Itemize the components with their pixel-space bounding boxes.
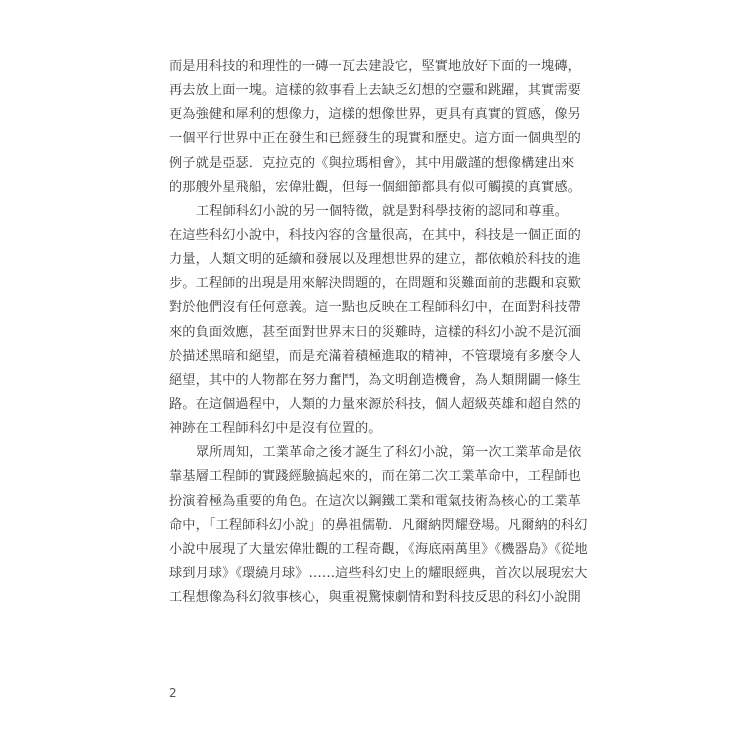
text-line: 在這些科幻小說中，科技內容的含量很高，在其中，科技是一個正面的 bbox=[169, 227, 581, 243]
text-line: 眾所周知，工業革命之後才誕生了科幻小說，第一次工業革命是依 bbox=[196, 445, 582, 461]
text-line: 神跡在工程師科幻中是沒有位置的。 bbox=[169, 421, 382, 437]
text-line: 例子就是亞瑟．克拉克的《與拉瑪相會》，其中用嚴謹的想像構建出來 bbox=[169, 155, 575, 171]
text-line: 的那艘外星飛船，宏偉壯觀，但每一個細節都具有似可觸摸的真實感。 bbox=[169, 179, 581, 195]
text-line: 對於他們沒有任何意義。這一點也反映在工程師科幻中，在面對科技帶 bbox=[169, 300, 581, 316]
text-line: 再去放上面一塊。這樣的敘事看上去缺乏幻想的空靈和跳躍，其實需要 bbox=[169, 83, 581, 99]
text-line: 步。工程師的出現是用來解決問題的，在問題和災難面前的悲觀和哀歎 bbox=[169, 276, 581, 292]
text-line: 絕望，其中的人物都在努力奮鬥，為文明創造機會，為人類開闢一條生 bbox=[169, 372, 581, 388]
text-line: 命中，「工程師科幻小說」的鼻祖儒勒．凡爾納閃耀登場。凡爾納的科幻 bbox=[169, 517, 588, 533]
text-line: 工程想像為科幻敘事核心，與重視驚悚劇情和對科技反思的科幻小說開 bbox=[169, 590, 581, 606]
text-line: 於描述黑暗和絕望，而是充滿着積極進取的精神，不管環境有多麼令人 bbox=[169, 348, 581, 364]
text-line: 更為強健和犀利的想像力，這樣的想像世界，更具有真實的質感，像另 bbox=[169, 107, 581, 123]
text-line: 來的負面效應，甚至面對世界末日的災難時，這樣的科幻小說不是沉湎 bbox=[169, 324, 581, 340]
text-line: 路。在這個過程中，人類的力量來源於科技，個人超級英雄和超自然的 bbox=[169, 396, 581, 412]
text-line: 一個平行世界中正在發生和已經發生的現實和歷史。這方面一個典型的 bbox=[169, 131, 581, 147]
text-line: 工程師科幻小說的另一個特徵，就是對科學技術的認同和尊重。 bbox=[196, 203, 569, 219]
text-line: 而是用科技的和理性的一磚一瓦去建設它，堅實地放好下面的一塊磚， bbox=[169, 59, 581, 74]
text-line: 扮演着極為重要的角色。在這次以鋼鐵工業和電氣技術為核心的工業革 bbox=[169, 493, 581, 509]
text-line: 靠基層工程師的實踐經驗搞起來的，而在第二次工業革命中，工程師也 bbox=[169, 469, 581, 485]
text-line: 球到月球》《環繞月球》……這些科幻史上的耀眼經典，首次以展現宏大 bbox=[169, 565, 588, 581]
text-line: 小說中展現了大量宏偉壯觀的工程奇觀，《海底兩萬里》《機器島》《從地 bbox=[169, 541, 588, 557]
body-text bbox=[169, 55, 588, 610]
text-line: 力量，人類文明的延續和發展以及理想世界的建立，都依賴於科技的進 bbox=[169, 252, 581, 268]
page-number: 2 bbox=[169, 686, 177, 700]
